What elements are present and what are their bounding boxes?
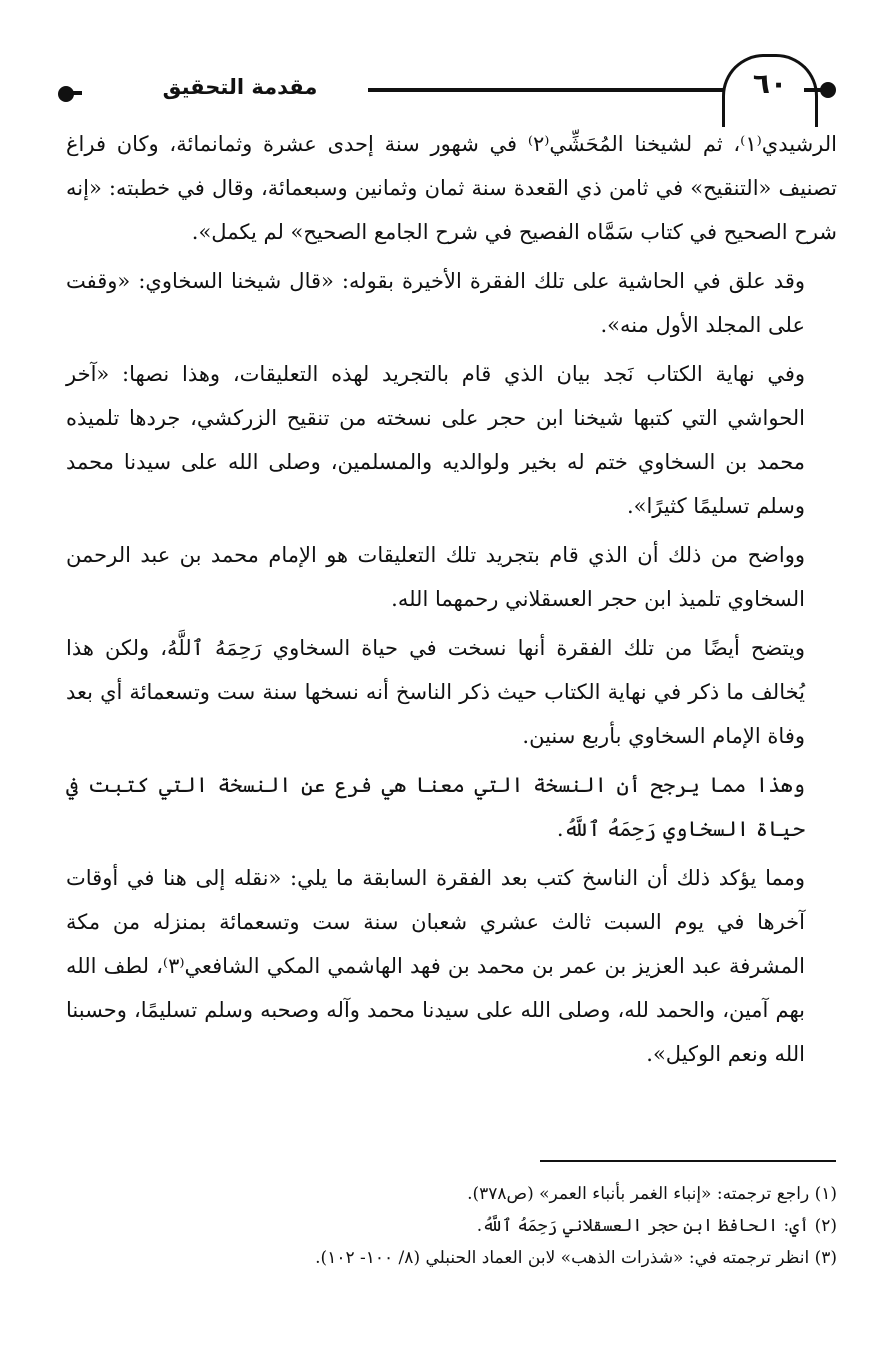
paragraph: وفي نهاية الكتاب نَجد بيان الذي قام بالتجريد لهذه التعليقات، وهذا نصها: «آخر الحواشي التي كتبها شيخنا ابن حجر على نسخته من تنقيح الزركشي، جردها تلميذه محمد بن السخاوي ختم له بخير ولوالديه والمسلمين، وصلى الله على سيدنا محمد وسلم تسليمًا كثيرًا». (66, 362, 805, 518)
page-header (0, 50, 879, 130)
paragraph: وهذا مما يرجح أن النسخة التي معنا هي فرع عن النسخة التي كتبت في حياة السخاوي رَحِمَهُ ٱللَّهُ. (66, 773, 805, 841)
paragraph: وقد علق في الحاشية على تلك الفقرة الأخيرة بقوله: «قال شيخنا السخاوي: «وقفت على المجلد الأول منه». (66, 269, 805, 337)
paragraph: ومما يؤكد ذلك أن الناسخ كتب بعد الفقرة السابقة ما يلي: «نقله إلى هنا في أوقات آخرها في يوم السبت ثالث عشري شعبان سنة ست وتسعمائة بمنزله من مكة المشرفة عبد العزيز بن عمر بن محمد بن فهد الهاشمي المكي الشافعي⁽٣⁾، لطف الله بهم آمين، والحمد لله، وصلى الله على سيدنا محمد وآله وصحبه وسلم تسليمًا، وحسبنا الله ونعم الوكيل». (66, 866, 806, 1066)
footnote: (٢) أي: الحافظ ابن حجر العسقلاني رَحِمَهُ ٱللَّهُ. (476, 1216, 837, 1236)
main-text (66, 122, 837, 1081)
paragraph: الرشيدي⁽١⁾، ثم لشيخنا المُحَشِّي⁽٢⁾ في شهور سنة إحدى عشرة وثمانمائة، وكان فراغ تصنيف «التنقيح» في ثامن ذي القعدة سنة ثمان وثمانين وسبعمائة، وقال في خطبته: «إنه شرح الصحيح في كتاب سَمَّاه الفصيح في شرح الجامع الصحيح» لم يكمل». (66, 132, 837, 244)
paragraph: ويتضح أيضًا من تلك الفقرة أنها نسخت في حياة السخاوي رَحِمَهُ ٱللَّهُ، ولكن هذا يُخالف ما ذكر في نهاية الكتاب حيث ذكر الناسخ أنه نسخها سنة ست وتسعمائة أي بعد وفاة الإمام السخاوي بأربع سنين. (66, 636, 805, 748)
header-rule-short (72, 91, 82, 95)
footnote-separator (540, 1160, 836, 1162)
running-head-title: مقدمة التحقيق (162, 75, 318, 99)
page-number: ٦٠ (752, 67, 788, 100)
footnote: (١) راجع ترجمته: «إنباء الغمر بأنباء العمر» (ص٣٧٨). (467, 1184, 837, 1204)
footnote: (٣) انظر ترجمته في: «شذرات الذهب» لابن العماد الحنبلي (٨/ ١٠٠- ١٠٢). (315, 1248, 837, 1268)
header-ornament-dot-right (820, 82, 836, 98)
header-rule (368, 88, 723, 92)
paragraph: وواضح من ذلك أن الذي قام بتجريد تلك التعليقات هو الإمام محمد بن عبد الرحمن السخاوي تلميذ ابن حجر العسقلاني رحمهما الله. (66, 543, 805, 611)
footnotes (66, 1178, 837, 1274)
